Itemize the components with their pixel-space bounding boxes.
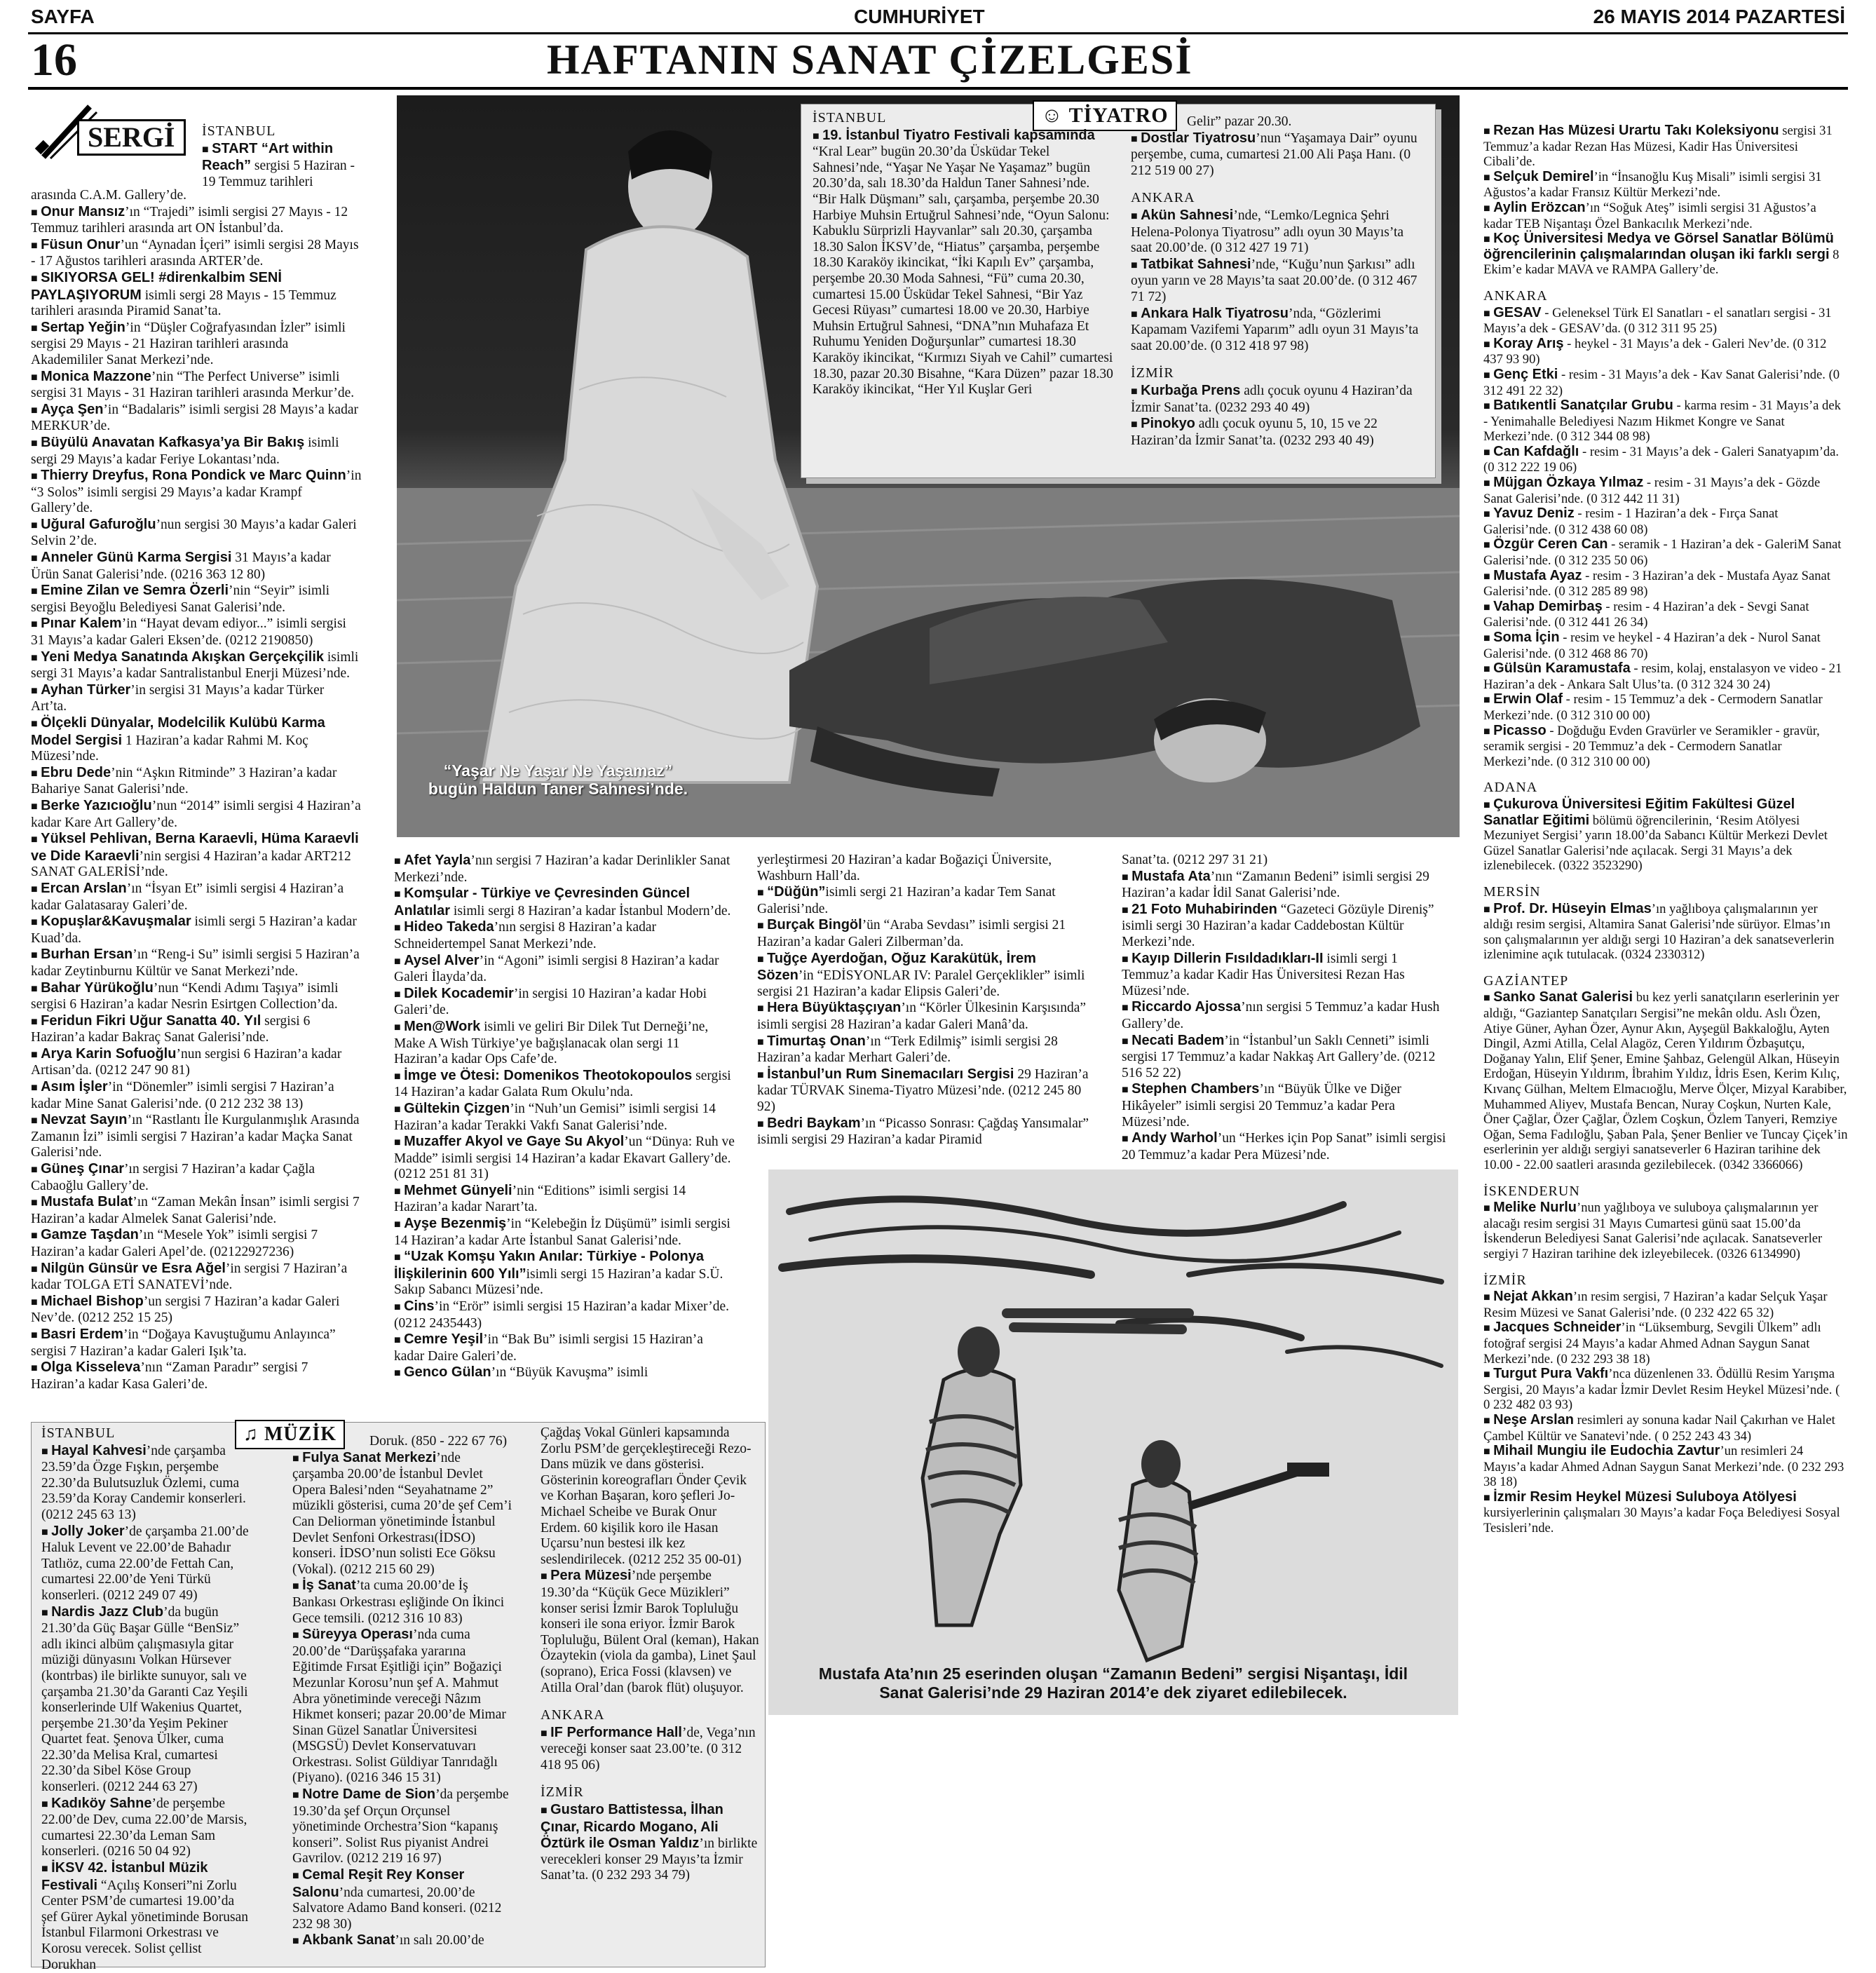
listing-item: ■ Aylin Erözcan’ın “Soğuk Ateş” isimli sergisi 31 Ağustos’a kadar TEB Nişantaşı Özel Bankacılık Merkezi’nde. bbox=[1483, 201, 1848, 231]
listing-item: yerleştirmesi 20 Haziran’a kadar Boğaziçi Üniversite, Washburn Hall’da. bbox=[757, 853, 1052, 883]
listing-item: ■ Akbank Sanat’ın salı 20.00’de bbox=[292, 1932, 514, 1950]
city-heading: ANKARA bbox=[1483, 287, 1548, 304]
listing-item: ■ Büyülü Anavatan Kafkasya’ya Bir Bakış isimli sergi 29 Mayıs’a kadar Feriye Lokantası’nda. bbox=[31, 435, 362, 468]
city-heading: ADANA bbox=[1483, 780, 1538, 796]
listing-item: ■ Koray Arış - heykel - 31 Mayıs’a dek - Galeri Nev’de. (0 312 437 93 90) bbox=[1483, 337, 1848, 367]
listing-item: ■ START “Art within Reach” sergisi 5 Haziran - 19 Temmuz tarihleri bbox=[202, 141, 362, 191]
listing-item: ■ Tuğçe Ayerdoğan, Oğuz Karakütük, İrem Sözen’in “EDİSYONLAR IV: Paralel Gerçeklikler” isimli sergisi 21 Haziran’a kadar Elipsis Galeri’de. bbox=[757, 951, 1091, 1001]
city-heading: MERSİN bbox=[1483, 883, 1541, 900]
listing-item: Çağdaş Vokal Günleri kapsamında Zorlu PSM’de gerçekleştireceği Rezo-Dans müzik ve dans gösterisi. Gösterinin koreografları Önder Çevik ve Korhan Başaran, koro şefleri Jo-Michael Scheibe ve Burak Onur Erdem. 60 kişilik koro ile Hasan Uçarsu’nun bestesi ilk kez seslendirilecek. (0212 252 35 00-01) bbox=[541, 1425, 752, 1567]
listing-item: arasında C.A.M. Gallery’de. bbox=[31, 188, 187, 203]
city-heading: ANKARA bbox=[541, 1707, 605, 1723]
listing-item: ■ Michael Bishop’un sergisi 7 Haziran’a kadar Galeri Nev’de. (0212 252 15 25) bbox=[31, 1294, 362, 1327]
listing-item: ■ Jacques Schneider’in “Lüksemburg, Sevgili Ülkem” adlı fotoğraf sergisi 24 Mayıs’a kadar Ahmed Adnan Saygun Sanat Merkezi’nde. (0 232 293 38 18) bbox=[1483, 1320, 1848, 1367]
listing-item: ■ Bahar Yürükoğlu’nun “Kendi Adımı Taşıya” isimli sergisi 6 Haziran’a kadar Nesrin Esirtgen Collection’da. bbox=[31, 980, 362, 1013]
muzik-column-1 bbox=[41, 1425, 252, 1972]
listing-item: ■ Notre Dame de Sion’da perşembe 19.30’da şef Orçun Orçunsel yönetiminde Orchestra’Sion “kapanış konseri”. Solist Rus piyanist Andrei Gavrilov. (0212 219 16 97) bbox=[292, 1786, 514, 1867]
listing-item: Sanat’ta. (0212 297 31 21) bbox=[1122, 853, 1268, 867]
city-heading: İSTANBUL bbox=[41, 1425, 116, 1441]
listing-item: ■ İmge ve Ötesi: Domenikos Theotokopoulos sergisi 14 Haziran’a kadar Galata Rum Okulu’nda. bbox=[394, 1068, 736, 1101]
listing-item: ■ Hayal Kahvesi’nde çarşamba 23.59’da Özge Fışkın, perşembe 22.30’da Bulutsuzluk Özlemi, cuma 23.59’da Koray Candemir konserleri. (0212 245 63 13) bbox=[41, 1443, 252, 1524]
listing-item: ■ Nevzat Sayın’ın “Rastlantı İle Kurgulanmışlık Arasında Zamanın İzi” isimli sergisi 7 Haziran’a kadar Maçka Sanat Galerisi’nde. bbox=[31, 1112, 362, 1161]
listing-item: ■ Cins’in “Erör” isimli sergisi 15 Haziran’a kadar Mixer’de. (0212 2435443) bbox=[394, 1299, 736, 1331]
listing-item: ■ Asım İşler’in “Dönemler” isimli sergisi 7 Haziran’a kadar Mine Sanat Galerisi’nde. (0 212 232 38 13) bbox=[31, 1079, 362, 1112]
listing-item: ■ Andy Warhol’un “Herkes için Pop Sanat” isimli sergisi 20 Temmuz’a kadar Pera Müzesi’nde. bbox=[1122, 1130, 1455, 1163]
muzik-column-3 bbox=[541, 1425, 759, 1962]
listing-item: ■ Genco Gülan’ın “Büyük Kavuşma” isimli bbox=[394, 1364, 736, 1382]
listing-item: ■ Can Kafdağlı - resim - 31 Mayıs’a dek - Galeri Sanatyapım’da. (0 312 222 19 06) bbox=[1483, 445, 1848, 475]
listing-item: ■ Kurbağa Prens adlı çocuk oyunu 4 Haziran’da İzmir Sanat’ta. (0232 293 40 49) bbox=[1131, 383, 1425, 416]
listing-item: ■ Soma İçin - resim ve heykel - 4 Haziran’a dek - Nurol Sanat Galerisi’nde. (0 312 468 86 70) bbox=[1483, 630, 1848, 661]
page-number: 16 bbox=[31, 34, 77, 86]
listing-item: ■ Güneş Çınar’ın sergisi 7 Haziran’a kadar Çağla Cabaoğlu Gallery’de. bbox=[31, 1161, 362, 1194]
listing-item: ■ Sertap Yeğin’in “Düşler Coğrafyasından İzler” isimli sergisi 29 Mayıs - 21 Haziran tarihleri arasında Akademililer Sanat Merkezi’nde. bbox=[31, 320, 362, 369]
listing-item: ■ Aysel Alver’in “Agoni” isimli sergisi 8 Haziran’a kadar Galeri İlayda’da. bbox=[394, 953, 736, 986]
listing-item: ■ Prof. Dr. Hüseyin Elmas’ın yağlıboya çalışmalarının yer aldığı resim sergisi, Altamira Sanat Galerisi’nde sürüyor. Elmas’ın son çalışmalarının yer aldığı sergi 10 Haziran’a dek sanatseverlerin izlenimine açık tutulacak. (0324 2330312) bbox=[1483, 902, 1848, 963]
listing-item: ■ Gustaro Battistessa, İlhan Çınar, Ricardo Mogano, Ali Öztürk ile Osman Yaldız’ın birlikte verecekleri konser 29 Mayıs’ta İzmir Sanat’ta. (0 232 293 34 79) bbox=[541, 1802, 759, 1884]
listing-item: ■ Müjgan Özkaya Yılmaz - resim - 31 Mayıs’a dek - Gözde Sanat Galerisi’nde. (0 312 442 11 31) bbox=[1483, 475, 1848, 506]
listing-item: ■ Uğural Gafuroğlu’nun sergisi 30 Mayıs’a kadar Galeri Selvin 2’de. bbox=[31, 517, 362, 550]
listing-item: ■ Yüksel Pehlivan, Berna Karaevli, Hüma Karaevli ve Dide Karaevli’nin sergisi 4 Haziran’a kadar ART212 SANAT GALERİSİ’nde. bbox=[31, 831, 362, 881]
listing-item: ■ Ebru Dede’nin “Aşkın Ritminde” 3 Haziran’a kadar Bahariye Sanat Galerisi’nde. bbox=[31, 765, 362, 798]
listing-item: ■ Özgür Ceren Can - seramik - 1 Haziran’a dek - GaleriM Sanat Galerisi’nde. (0 312 235 50 06) bbox=[1483, 537, 1848, 568]
listing-item: ■ Koç Üniversitesi Medya ve Görsel Sanatlar Bölümü öğrencilerinin çalışmalarından oluşan iki farklı sergi 8 Ekim’e kadar MAVA ve RAMPA Gallery’de. bbox=[1483, 231, 1848, 278]
city-heading: İZMİR bbox=[1131, 365, 1174, 381]
listing-item: ■ Ayşe Bezenmiş’in “Kelebeğin İz Düşümü” isimli sergisi 14 Haziran’a kadar Arte İstanbul Sanat Galerisi’nde. bbox=[394, 1216, 736, 1249]
listing-item: ■ İstanbul’un Rum Sinemacıları Sergisi 29 Haziran’a kadar TÜRVAK Sinema-Tiyatro Müzesi’nde. (0212 245 80 92) bbox=[757, 1066, 1091, 1116]
listing-item: ■ Gültekin Çizgen’in “Nuh’un Gemisi” isimli sergisi 14 Haziran’a kadar Terakki Vakfı Sanat Galerisi’nde. bbox=[394, 1101, 736, 1134]
muzik-column-2 bbox=[292, 1434, 514, 1962]
sergi-column-1 bbox=[31, 188, 362, 1411]
listing-item: ■ Tatbikat Sahnesi’nde, “Kuğu’nun Şarkısı” adlı oyun yarın ve 28 Mayıs’ta saat 20.00’de. (0 312 467 71 72) bbox=[1131, 257, 1425, 306]
listing-item: ■ Gamze Taşdan’ın “Mesele Yok” isimli sergisi 7 Haziran’a kadar Galeri Apel’de. (02122927236) bbox=[31, 1227, 362, 1260]
listing-item: ■ Riccardo Ajossa’nın sergisi 5 Temmuz’a kadar Hush Gallery’de. bbox=[1122, 999, 1455, 1032]
city-heading: İZMİR bbox=[541, 1784, 584, 1801]
listing-item: ■ İş Sanat’ta cuma 20.00’de İş Bankası Orkestrası eşliğinde On İkinci Gece temsili. (0212 316 10 83) bbox=[292, 1578, 514, 1627]
page-title: HAFTANIN SANAT ÇİZELGESİ bbox=[547, 36, 1193, 83]
listing-item: ■ Jolly Joker’de çarşamba 21.00’de Haluk Levent ve 22.00’de Bahadır Tatlıöz, cuma 22.00’de Fettah Can, cumartesi 22.00’de Yeni Türkü konserleri. (0212 249 07 49) bbox=[41, 1524, 252, 1604]
listing-item: ■ Genç Etki - resim - 31 Mayıs’a dek - Kav Sanat Galerisi’nde. (0 312 491 22 32) bbox=[1483, 367, 1848, 398]
listing-item: ■ “Düğün”isimli sergi 21 Haziran’a kadar Tem Sanat Galerisi’nde. bbox=[757, 884, 1091, 917]
listing-item: ■ Nilgün Günsür ve Esra Ağel’in sergisi 7 Haziran’a kadar TOLGA ETİ SANATEVİ’nde. bbox=[31, 1261, 362, 1294]
listing-item: ■ Olga Kisseleva’nın “Zaman Paradır” sergisi 7 Haziran’a kadar Kasa Galeri’de. bbox=[31, 1360, 362, 1392]
listing-item: ■ Kopuşlar&Kavuşmalar isimli sergi 5 Haziran’a kadar Kuad’da. bbox=[31, 914, 362, 947]
listing-item: ■ Picasso - Doğduğu Evden Gravürler ve Seramikler - gravür, seramik sergisi - 20 Temmuz’a dek - Cermodern Sanatlar Merkezi’nde. (0 312 310 00 00) bbox=[1483, 724, 1848, 770]
listing-item: ■ Süreyya Operası’nda cuma 20.00’de “Darüşşafaka yararına Eğitimde Fırsat Eşitliği için” Boğaziçi Mezunlar Korosu’nun şef A. Mahmut Abra yönetiminde vereceği Nâzım Hikmet konseri; pazar 20.00’de Mimar Sinan Güzel Sanatlar Üniversitesi (MSGSÜ) Devlet Konservatuvarı Orkestrası. Solist Güldiyar Tanrıdağlı (Piyano). (0216 346 15 31) bbox=[292, 1627, 514, 1786]
listing-item: ■ Dilek Kocademir’in sergisi 10 Haziran’a kadar Hobi Galeri’de. bbox=[394, 986, 736, 1019]
listing-item: ■ Komşular - Türkiye ve Çevresinden Güncel Anlatılar isimli sergi 8 Haziran’a kadar İstanbul Modern’de. bbox=[394, 886, 736, 919]
tiyatro-box bbox=[801, 104, 1436, 478]
listing-item: ■ İKSV 42. İstanbul Müzik Festivali “Açılış Konseri”ni Zorlu Center PSM’de cumartesi 19.00’da şef Gürer Aykal yönetiminde Borusan İstanbul Filarmoni Orkestrası ve Korosu verecek. Solist çellist Dorukhan bbox=[41, 1860, 252, 1973]
listing-item: ■ Emine Zilan ve Semra Özerli’nin “Seyir” isimli sergisi Beyoğlu Belediyesi Sanat Galerisi’nde. bbox=[31, 583, 362, 616]
listing-item: ■ Mustafa Ayaz - resim - 3 Haziran’a dek - Mustafa Ayaz Sanat Galerisi’nde. (0 312 285 89 98) bbox=[1483, 569, 1848, 599]
listing-item: ■ Basri Erdem’in “Doğaya Kavuştuğumu Anlayınca” sergisi 7 Haziran’a kadar Galeri Işık’ta. bbox=[31, 1327, 362, 1360]
listing-item: ■ Men@Work isimli ve geliri Bir Dilek Tut Derneği’ne, Make A Wish Türkiye’ye bağışlanacak olan sergi 11 Haziran’a kadar Ops Cafe’de. bbox=[394, 1019, 736, 1068]
listing-item: ■ Berke Yazıcıoğlu’nun “2014” isimli sergisi 4 Haziran’a kadar Kare Art Gallery’de. bbox=[31, 798, 362, 831]
city-heading: GAZİANTEP bbox=[1483, 972, 1569, 989]
sergi-column-4 bbox=[1122, 853, 1455, 1161]
city-heading: İZMİR bbox=[1483, 1272, 1527, 1288]
listing-item: ■ Fulya Sanat Merkezi’nde çarşamba 20.00’de İstanbul Devlet Opera Balesi’nden “Seyahatname 2” müzikli gösterisi, cuma 20’de şef Cem’i Can Deliorman yönetiminde İstanbul Devlet Senfoni Orkestrası(İDSO) konseri. İDSO’nun solisti Ece Göksu (Vokal). (0212 215 60 29) bbox=[292, 1450, 514, 1578]
tiyatro-label: TİYATRO bbox=[1068, 104, 1169, 127]
listing-item: ■ Nejat Akkan’ın resim sergisi, 7 Haziran’a kadar Selçuk Yaşar Resim Müzesi ve Sanat Galerisi’nde. (0 232 422 65 32) bbox=[1483, 1289, 1848, 1320]
listing-item: ■ Pinokyo adlı çocuk oyunu 5, 10, 15 ve 22 Haziran’da İzmir Sanat’ta. (0232 293 40 49) bbox=[1131, 416, 1425, 449]
city-heading: ANKARA bbox=[1131, 190, 1195, 206]
listing-item: ■ Gülsün Karamustafa - resim, kolaj, enstalasyon ve video - 21 Haziran’a dek - Ankara Salt Ulus’ta. (0 312 324 30 24) bbox=[1483, 661, 1848, 692]
listing-item: ■ Melike Nurlu’nun yağlıboya ve suluboya çalışmalarının yer alacağı resim sergisi 31 Mayıs Cumartesi günü saat 15.00’da İskenderun Belediyesi Sanat Galerisi’nde açılacak. Sanatseverler sergiyi 7 Haziran tarihine dek izleyebilecek. (0326 6134990) bbox=[1483, 1200, 1848, 1261]
newspaper-name: CUMHURİYET bbox=[854, 6, 985, 27]
listing-item: ■ Rezan Has Müzesi Urartu Takı Koleksiyonu sergisi 31 Temmuz’a kadar Rezan Has Müzesi, Kadir Has Üniversitesi Cibali’de. bbox=[1483, 123, 1848, 170]
listing-item: ■ Dostlar Tiyatrosu’nun “Yaşamaya Dair” oyunu perşembe, cuma, cumartesi 21.00 Ali Paşa Hanı. (0 212 519 00 27) bbox=[1131, 130, 1425, 179]
muzik-label: MÜZİK bbox=[264, 1423, 337, 1445]
listing-item: ■ Bedri Baykam’ın “Picasso Sonrası: Çağdaş Yansımalar” isimli sergisi 29 Haziran’a kadar Piramid bbox=[757, 1116, 1091, 1148]
listing-item: ■ 19. İstanbul Tiyatro Festivali kapsamında “Kral Lear” bugün 20.30’da Üsküdar Tekel Sahnesi’nde, “Yaşar Ne Yaşar Ne Yaşamaz” bugün 20.30’da, salı 18.30’da Haldun Taner Sahnesi’nde. “Bir Halk Düşmanı” salı, çarşamba, perşembe 20.30 Harbiye Muhsin Ertuğrul Sahnesi’nde, “Oyun Salonu: Kabuklu Sürprizli Hayvanlar” salı 20.30, çarşamba 18.30 Salon İKSV’de, “Hiatus” çarşamba, perşembe 18.30 Karaköy ikincikat, “İki Kapılı Ev” çarşamba, perşembe 20.30 Moda Sahnesi, “Fü” cuma 20.30, cumartesi 15.00 Üsküdar Tekel Sahnesi, “Bir Yaz Gecesi Rüyası” cumartesi 18.00 ve 20.30, Harbiye Muhsin Ertuğrul Sahnesi, “DNA”nın Muhafaza Et Ruhumu Yeniden Doğurşunlar” cumartesi 18.30 Karaköy ikincikat, “Kırmızı Siyah ve Cahil” cumartesi 18.30, pazar 20.30 Bisahne, “Kara Düzen” pazar 18.30 Karaköy ikincikat, “Her Yıl Kuşlar Geri bbox=[813, 128, 1114, 398]
listing-item: ■ Selçuk Demirel’in “İnsanoğlu Kuş Misali” isimli sergisi 31 Ağustos’a kadar Fransız Kültür Merkezi’nde. bbox=[1483, 170, 1848, 201]
listing-item: ■ Hideo Takeda’nın sergisi 8 Haziran’a kadar Schneidertempel Sanat Merkezi’nde. bbox=[394, 919, 736, 952]
listing-item: ■ Turgut Pura Vakfı’nca düzenlenen 33. Ödüllü Resim Yarışma Sergisi, 20 Mayıs’a kadar İzmir Devlet Resim Heykel Müzesi’nde. ( 0 232 482 03 93) bbox=[1483, 1367, 1848, 1413]
photo-caption: “Yaşar Ne Yaşar Ne Yaşamaz” bugün Haldun Taner Sahnesi’nde. bbox=[428, 761, 688, 798]
listing-item: ■ Pınar Kalem’in “Hayat devam ediyor...” isimli sergisi 31 Mayıs’a kadar Galeri Eksen’de. (0212 2190850) bbox=[31, 616, 362, 649]
listing-item: ■ Hera Büyüktaşçıyan’ın “Körler Ülkesinin Karşısında” isimli sergisi 28 Haziran’a kadar Galeri Manâ’da. bbox=[757, 1000, 1091, 1033]
listing-item: ■ Füsun Onur’un “Aynadan İçeri” isimli sergisi 28 Mayıs - 17 Ağustos tarihleri arasında ARTER’de. bbox=[31, 237, 362, 270]
listing-item: ■ Kayıp Dillerin Fısıldadıkları-II isimli sergi 1 Temmuz’a kadar Kadir Has Üniversitesi Rezan Has Müzesi’nde. bbox=[1122, 951, 1455, 1000]
listing-item: ■ Yavuz Deniz - resim - 1 Haziran’a dek - Fırça Sanat Galerisi’nde. (0 312 438 60 08) bbox=[1483, 506, 1848, 537]
listing-item: ■ Cemre Yeşil’in “Bak Bu” isimli sergisi 15 Haziran’a kadar Daire Galeri’de. bbox=[394, 1331, 736, 1364]
title-rule bbox=[28, 87, 1848, 90]
painting-photo bbox=[768, 1169, 1458, 1715]
city-heading: İSTANBUL bbox=[202, 123, 276, 139]
listing-item: ■ Çukurova Üniversitesi Eğitim Fakültesi Güzel Sanatlar Eğitimi bölümü öğrencilerinin, ‘Resim Atölyesi Mezuniyet Sergisi’ yarın 18.00’da Sabancı Kültür Merkezi Devlet Güzel Sanatlar Galerisi’nde açılacak. Sergi 31 Mayıs’a dek izlenebilecek. (0322 3523290) bbox=[1483, 797, 1848, 874]
listing-item: ■ Yeni Medya Sanatında Akışkan Gerçekçilik isimli sergi 31 Mayıs’a kadar Santralistanbul Enerji Müzesi’nde. bbox=[31, 649, 362, 682]
sergi-column-2 bbox=[394, 853, 736, 1392]
listing-item: ■ Muzaffer Akyol ve Gaye Su Akyol’un “Dünya: Ruh ve Madde” isimli sergisi 14 Haziran’a kadar Ekavart Gallery’de. (0212 251 81 31) bbox=[394, 1134, 736, 1183]
theater-masks-icon: ☺ bbox=[1041, 104, 1069, 127]
listing-item: ■ Mustafa Bulat’ın “Zaman Mekân İnsan” isimli sergisi 7 Haziran’a kadar Almelek Sanat Galerisi’nde. bbox=[31, 1194, 362, 1227]
photo-caption: Mustafa Ata’nın 25 eserinden oluşan “Zamanın Bedeni” sergisi Nişantaşı, İdil Sanat Galerisi’nde 29 Haziran 2014’e dek ziyaret edilebilecek. bbox=[818, 1664, 1408, 1702]
listing-item: ■ Burhan Ersan’ın “Reng-i Su” isimli sergisi 5 Haziran’a kadar Zeytinburnu Kültür ve Sanat Merkezi’nde. bbox=[31, 947, 362, 979]
sergi-label: SERGİ bbox=[77, 119, 186, 156]
sergi-column-3 bbox=[757, 853, 1091, 1161]
top-rule bbox=[28, 32, 1848, 34]
listing-item: ■ Kadıköy Sahne’de perşembe 22.00’de Dev, cuma 22.00’de Marsis, cumartesi 22.30’da Leman Sam konserleri. (0216 50 04 92) bbox=[41, 1796, 252, 1860]
listing-item: ■ Anneler Günü Karma Sergisi 31 Mayıs’a kadar Ürün Sanat Galerisi’nde. (0216 363 12 80) bbox=[31, 550, 362, 583]
listing-item: ■ Mihail Mungiu ile Eudochia Zavtur’un resimleri 24 Mayıs’a kadar Ahmed Adnan Saygun Sanat Merkezi’nde. (0 232 293 38 18) bbox=[1483, 1444, 1848, 1490]
section-label: SAYFA bbox=[31, 6, 95, 27]
muzik-box bbox=[31, 1422, 766, 1972]
city-heading: İSKENDERUN bbox=[1483, 1183, 1580, 1199]
listing-item: ■ Ankara Halk Tiyatrosu’nda, “Gözlerimi Kapamam Vazifemi Yaparım” adlı oyun 31 Mayıs’ta saat 20.00’de. (0 312 418 97 98) bbox=[1131, 306, 1425, 355]
listing-item: ■ “Uzak Komşu Yakın Anılar: Türkiye - Polonya İlişkilerinin 600 Yılı”isimli sergi 15 Haziran’a kadar S.Ü. Sakıp Sabancı Müzesi’nde. bbox=[394, 1249, 736, 1299]
listing-item: ■ Thierry Dreyfus, Rona Pondick ve Marc Quinn’in “3 Solos” isimli sergisi 29 Mayıs’a kadar Krampf Gallery’de. bbox=[31, 468, 362, 517]
listing-item: ■ Ercan Arslan’ın “İsyan Et” isimli sergisi 4 Haziran’a kadar Galatasaray Galeri’de. bbox=[31, 881, 362, 914]
listing-item: ■ Akün Sahnesi’nde, “Lemko/Legnica Şehri Helena-Polonya Tiyatrosu” adlı oyun 30 Mayıs’ta saat 20.00’de. (0 312 427 19 71) bbox=[1131, 208, 1425, 257]
listing-item: ■ Erwin Olaf - resim - 15 Temmuz’a dek - Cermodern Sanatlar Merkezi’nde. (0 312 310 00 00) bbox=[1483, 692, 1848, 723]
listing-item: ■ Ölçekli Dünyalar, Modelcilik Kulübü Karma Model Sergisi 1 Haziran’a kadar Rahmi M. Koç Müzesi’nde. bbox=[31, 715, 362, 765]
listing-item: ■ Feridun Fikri Uğur Sanatta 40. Yıl sergisi 6 Haziran’a kadar Bakraç Sanat Galerisi’nde. bbox=[31, 1013, 362, 1046]
listing-item: ■ Necati Badem’in “İstanbul’un Saklı Cenneti” isimli sergisi 17 Temmuz’a kadar Nakkaş Art Gallery’de. (0212 516 52 22) bbox=[1122, 1033, 1455, 1082]
listing-item: ■ 21 Foto Muhabirinden “Gazeteci Gözüyle Direniş” isimli sergi 30 Haziran’a kadar Caddebostan Kültür Merkezi’nde. bbox=[1122, 902, 1455, 951]
listing-item: ■ Monica Mazzone’nin “The Perfect Universe” isimli sergisi 31 Mayıs - 31 Haziran tarihleri arasında Merkur’de. bbox=[31, 369, 362, 402]
listing-item: ■ Burçak Bingöl’ün “Araba Sevdası” isimli sergisi 21 Haziran’a kadar Galeri Zilberman’da. bbox=[757, 917, 1091, 950]
listing-item: ■ Ayhan Türker’in sergisi 31 Mayıs’a kadar Türker Art’ta. bbox=[31, 682, 362, 715]
listing-item: ■ Mustafa Ata’nın “Zamanın Bedeni” isimli sergisi 29 Haziran’a kadar İdil Sanat Galerisi’nde. bbox=[1122, 869, 1455, 902]
listing-item: ■ Onur Mansız’ın “Trajedi” isimli sergisi 27 Mayıs - 12 Temmuz tarihleri arasında art ON İstanbul’da. bbox=[31, 204, 362, 237]
listing-item: ■ SIKIYORSA GEL! #direnkalbim SENİ PAYLAŞIYORUM isimli sergi 28 Mayıs - 15 Temmuz tarihleri arasında Piramid Sanat’ta. bbox=[31, 270, 362, 320]
listing-item: ■ Cemal Reşit Rey Konser Salonu’nda cumartesi, 20.00’de Salvatore Adamo Band konseri. (0212 232 98 30) bbox=[292, 1867, 514, 1932]
issue-date: 26 MAYIS 2014 PAZARTESİ bbox=[1593, 6, 1845, 27]
painting-image bbox=[768, 1169, 1458, 1715]
listing-item: ■ Stephen Chambers’ın “Büyük Ülke ve Diğer Hikâyeler” isimli sergisi 20 Temmuz’a kadar Pera Müzesi’nde. bbox=[1122, 1081, 1455, 1130]
listing-item: ■ Neşe Arslan resimleri ay sonuna kadar Nail Çakırhan ve Halet Çambel Kültür ve Sanatevi’nde. ( 0 252 243 43 34) bbox=[1483, 1413, 1848, 1444]
listing-item: ■ Batıkentli Sanatçılar Grubu - karma resim - 31 Mayıs’a dek - Yenimahalle Belediyesi Nazım Hikmet Kongre ve Sanat Merkezi’nde. (0 312 344 08 98) bbox=[1483, 398, 1848, 445]
sergi-right-column bbox=[1483, 123, 1848, 1967]
listing-item: Doruk. (850 - 222 67 76) bbox=[369, 1434, 508, 1449]
tiyatro-column-2 bbox=[1131, 114, 1425, 472]
tiyatro-column-1 bbox=[813, 110, 1114, 472]
listing-item: ■ Mehmet Günyeli’nin “Editions” isimli sergisi 14 Haziran’a kadar Narart’ta. bbox=[394, 1183, 736, 1216]
listing-item: ■ Afet Yayla’nın sergisi 7 Haziran’a kadar Derinlikler Sanat Merkezi’nde. bbox=[394, 853, 736, 886]
listing-item: Gelir” pazar 20.30. bbox=[1187, 114, 1292, 129]
listing-item: ■ Vahap Demirbaş - resim - 4 Haziran’a dek - Sevgi Sanat Galerisi’nde. (0 312 441 26 34) bbox=[1483, 599, 1848, 630]
listing-item: ■ Timurtaş Onan’ın “Terk Edilmiş” isimli sergisi 28 Haziran’a kadar Merhart Galeri’de. bbox=[757, 1033, 1091, 1066]
listing-item: ■ Sanko Sanat Galerisi bu kez yerli sanatçıların eserlerinin yer aldığı, “Gaziantep Sanatçıları Sergisi”ne mekân oldu. Aslı Özen, Atiye Güner, Ayhan Özer, Aynur Akın, Ayşegül Bakkaloğlu, Ayten Dingil, Azmi Atilla, Celal Alagöz, Ceren Yıldırım Özbaşutçu, Doğanay Yalın, Elif Şener, Emine Şahbaz, Gelengül Alkan, Hüseyin Erdoğan, Hüseyin Yıldırım, İbrahim Yıldız, İdris Esen, Kerim Kılıç, Kıvanç Gülhan, Meltem Elmacıoğlu, Merve Ölçer, Mizyal Karabiber, Muhammed Aliyev, Mustafa Bencan, Nuray Coşkun, Nurten Kale, Öner Çağlar, Özer Çağlar, Özlem Coşkun, Özlem Tanyeri, Remziye Oğan, Sema Fadıloğlu, Şaban Pala, Şener Benlier ve Tuncay Çiçek’in eserlerinin yer aldığı sergiyi sanatseverler 6 Haziran tarihine dek 10.00 - 22.00 saatleri arasında gezilebilecek. (0342 3366066) bbox=[1483, 990, 1848, 1172]
listing-item: ■ İzmir Resim Heykel Müzesi Suluboya Atölyesi kursiyerlerinin çalışmaları 30 Mayıs’a kadar Foça Belediyesi Sosyal Tesisleri’nde. bbox=[1483, 1490, 1848, 1536]
listing-item: ■ Ayça Şen’in “Badalaris” isimli sergisi 28 Mayıs’a kadar MERKUR’de. bbox=[31, 402, 362, 435]
listing-item: ■ Pera Müzesi’nde perşembe 19.30’da “Küçük Gece Müzikleri” konser serisi İzmir Barok Topluluğu konseri ile sona eriyor. İzmir Barok Topluluğu, Bülent Oral (keman), Hakan Özaytekin (viola da gamba), Linet Şaul (soprano), Erica Fossi (klavsen) ve Atilla Oral’dan (barok flüt) oluşuyor. bbox=[541, 1568, 759, 1696]
listing-item: ■ Nardis Jazz Club’da bugün 21.30’da Güç Başar Gülle “BenSiz” adlı ikinci albüm çalışmasıyla gitar müziği dünyasını Volkan Hürsever (kontrbas) ile birlikte sunuyor, salı ve çarşamba 21.30’da Garanti Caz Yeşili konserlerinde Ulf Wakenius Quartet, perşembe 21.30’da Yeşim Pekiner Quartet feat. Şenova Ülker, cuma 22.30’da Melisa Kral, cumartesi 22.30’da Sibel Köse Group konserleri. (0212 244 63 27) bbox=[41, 1604, 252, 1796]
listing-item: ■ Arya Karin Sofuoğlu’nun sergisi 6 Haziran’a kadar Artisan’da. (0212 247 90 81) bbox=[31, 1046, 362, 1079]
sergi-section-logo bbox=[34, 102, 196, 161]
listing-item: ■ IF Performance Hall’de, Vega’nın vereceği konser saat 23.00’te. (0 312 418 95 06) bbox=[541, 1725, 759, 1774]
listing-item: ■ GESAV - Geleneksel Türk El Sanatları - el sanatları sergisi - 31 Mayıs’a dek - GESAV’da. (0 312 311 95 25) bbox=[1483, 306, 1848, 337]
city-heading: İSTANBUL bbox=[813, 110, 887, 126]
music-note-icon: ♫ bbox=[243, 1423, 264, 1445]
